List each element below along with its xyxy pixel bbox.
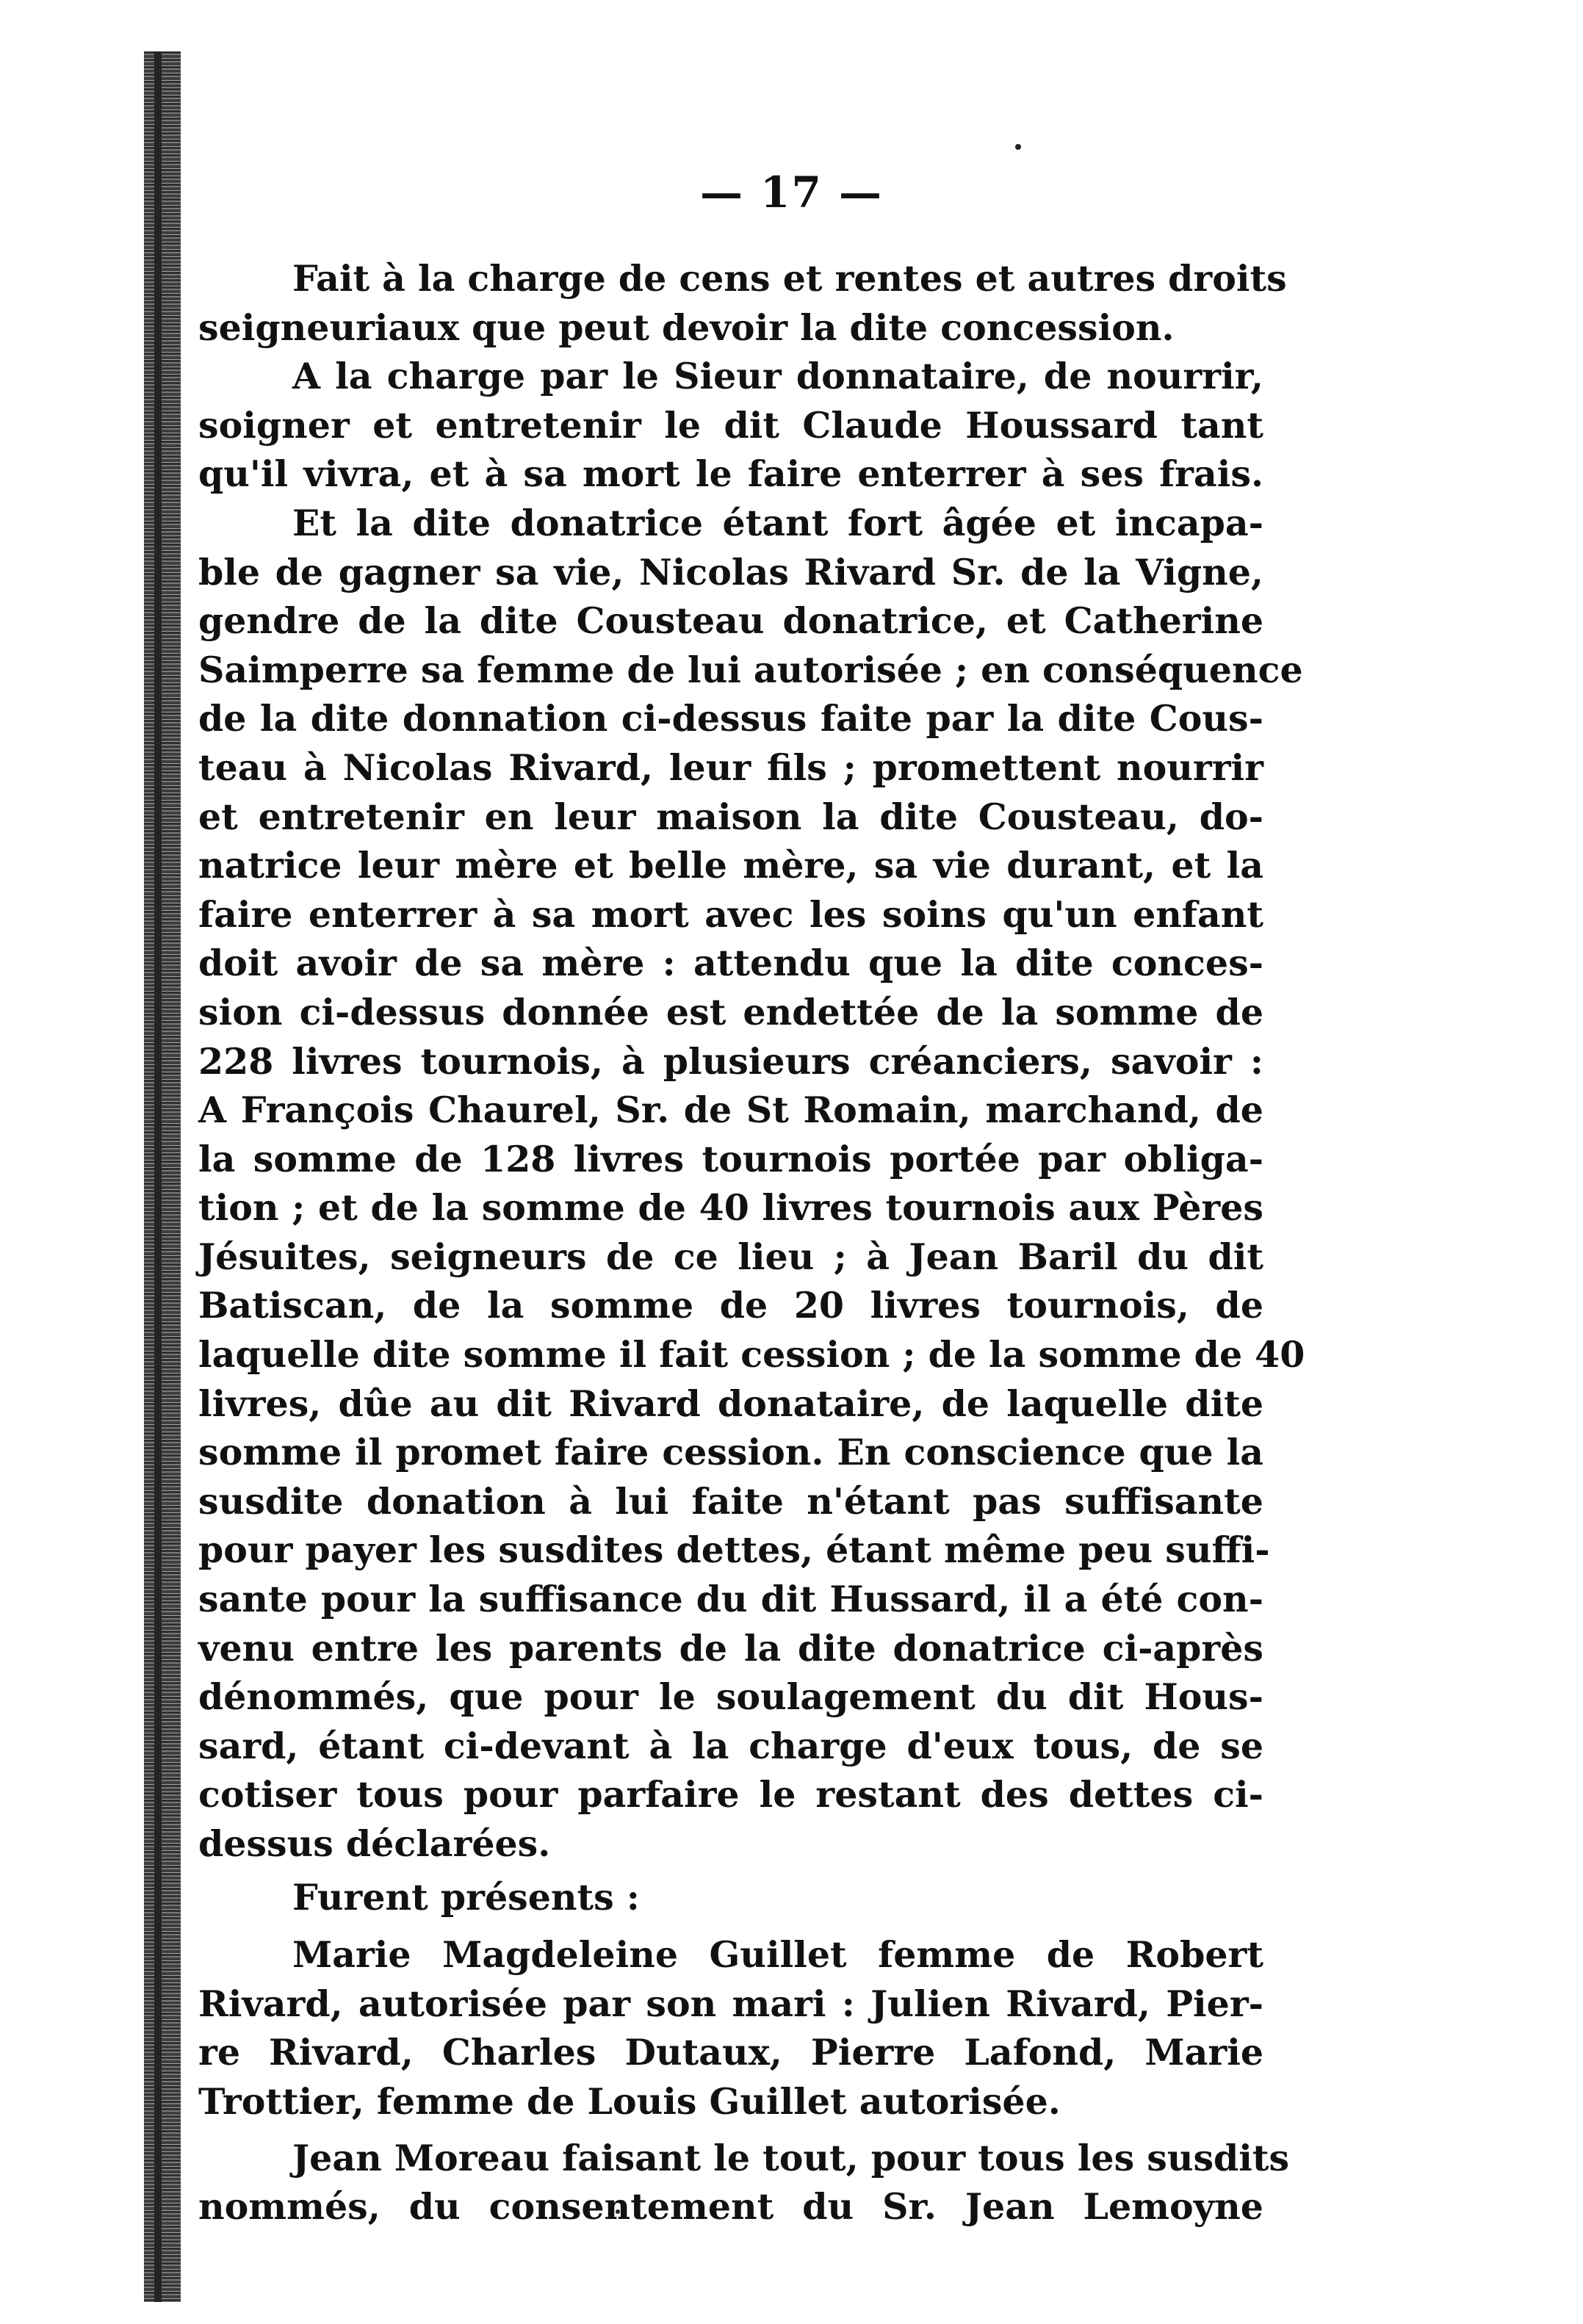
text-line: seigneuriaux que peut devoir la dite concession. bbox=[198, 306, 1175, 349]
text-line: venu entre les parents de la dite donatrice ci-après bbox=[198, 1626, 1263, 1670]
text-line: Batiscan, de la somme de 20 livres tournois, de bbox=[198, 1284, 1263, 1327]
text-line: Marie Magdeleine Guillet femme de Robert bbox=[292, 1933, 1263, 1977]
text-line: re Rivard, Charles Dutaux, Pierre Lafond, Marie bbox=[198, 2031, 1263, 2074]
text-line: A François Chaurel, Sr. de St Romain, marchand, de bbox=[198, 1089, 1263, 1132]
text-line: sion ci-dessus donnée est endettée de la somme de bbox=[198, 990, 1263, 1033]
paragraph-4 bbox=[198, 1930, 1263, 2126]
paragraph-5 bbox=[198, 2134, 1290, 2231]
text-line: livres, dûe au dit Rivard donataire, de laquelle dite bbox=[198, 1382, 1263, 1425]
page-binding-edge bbox=[144, 51, 181, 2302]
text-line: natrice leur mère et belle mère, sa vie durant, et la bbox=[198, 844, 1263, 887]
ink-speck bbox=[1015, 144, 1021, 150]
text-line: soigner et entretenir le dit Claude Houssard tant bbox=[198, 403, 1263, 447]
text-line: Jésuites, seigneurs de ce lieu ; à Jean Baril du dit bbox=[198, 1235, 1263, 1278]
text-line: teau à Nicolas Rivard, leur fils ; promettent nourrir bbox=[198, 746, 1263, 789]
text-line: cotiser tous pour parfaire le restant des dettes ci- bbox=[198, 1773, 1263, 1816]
text-line: ble de gagner sa vie, Nicolas Rivard Sr. de la Vigne, bbox=[198, 550, 1263, 593]
section-heading: Furent présents : bbox=[292, 1875, 640, 1919]
text-line: nommés, du consentement du Sr. Jean Lemoyne bbox=[198, 2185, 1263, 2229]
text-line: susdite donation à lui faite n'étant pas suffisante bbox=[198, 1479, 1263, 1523]
text-line: doit avoir de sa mère : attendu que la dite conces- bbox=[198, 942, 1263, 985]
paragraph-2 bbox=[198, 352, 1263, 499]
text-line: tion ; et de la somme de 40 livres tournois aux Pères bbox=[198, 1186, 1263, 1230]
text-line: Fait à la charge de cens et rentes et autres droits bbox=[292, 257, 1287, 300]
text-line: la somme de 128 livres tournois portée par obliga- bbox=[198, 1137, 1263, 1180]
paragraph-1 bbox=[198, 254, 1287, 352]
text-line: Rivard, autorisée par son mari : Julien Rivard, Pier- bbox=[198, 1982, 1263, 2025]
text-line: dessus déclarées. bbox=[198, 1822, 551, 1865]
text-line: sante pour la suffisance du dit Hussard, il a été con- bbox=[198, 1578, 1263, 1621]
text-line: sard, étant ci-devant à la charge d'eux tous, de se bbox=[198, 1724, 1263, 1767]
text-line: et entretenir en leur maison la dite Cousteau, do- bbox=[198, 795, 1263, 838]
text-line: Et la dite donatrice étant fort âgée et incapa- bbox=[292, 501, 1263, 544]
text-line: faire enterrer à sa mort avec les soins qu'un enfant bbox=[198, 892, 1263, 936]
text-line: dénommés, que pour le soulagement du dit Hous- bbox=[198, 1675, 1263, 1719]
text-line: pour payer les susdites dettes, étant même peu suffi- bbox=[198, 1529, 1270, 1572]
paragraph-gap bbox=[198, 2126, 1263, 2134]
page-body-text bbox=[198, 254, 1305, 2231]
text-line: gendre de la dite Cousteau donatrice, et Catherine bbox=[198, 599, 1263, 643]
text-line: de la dite donnation ci-dessus faite par la dite Cous- bbox=[198, 697, 1263, 740]
text-line: laquelle dite somme il fait cession ; de la somme de 40 bbox=[198, 1333, 1305, 1376]
text-line: 228 livres tournois, à plusieurs créanciers, savoir : bbox=[198, 1039, 1263, 1083]
text-line: somme il promet faire cession. En conscience que la bbox=[198, 1431, 1263, 1474]
text-line: Saimperre sa femme de lui autorisée ; en conséquence bbox=[198, 648, 1303, 691]
paragraph-3 bbox=[198, 499, 1305, 1869]
text-line: qu'il vivra, et à sa mort le faire enterrer à ses frais. bbox=[198, 452, 1263, 496]
text-line: Trottier, femme de Louis Guillet autorisée. bbox=[198, 2079, 1061, 2123]
text-line: A la charge par le Sieur donnataire, de nourrir, bbox=[292, 355, 1263, 398]
page-number: — 17 — bbox=[699, 167, 884, 217]
text-line: Jean Moreau faisant le tout, pour tous les susdits bbox=[292, 2136, 1290, 2179]
